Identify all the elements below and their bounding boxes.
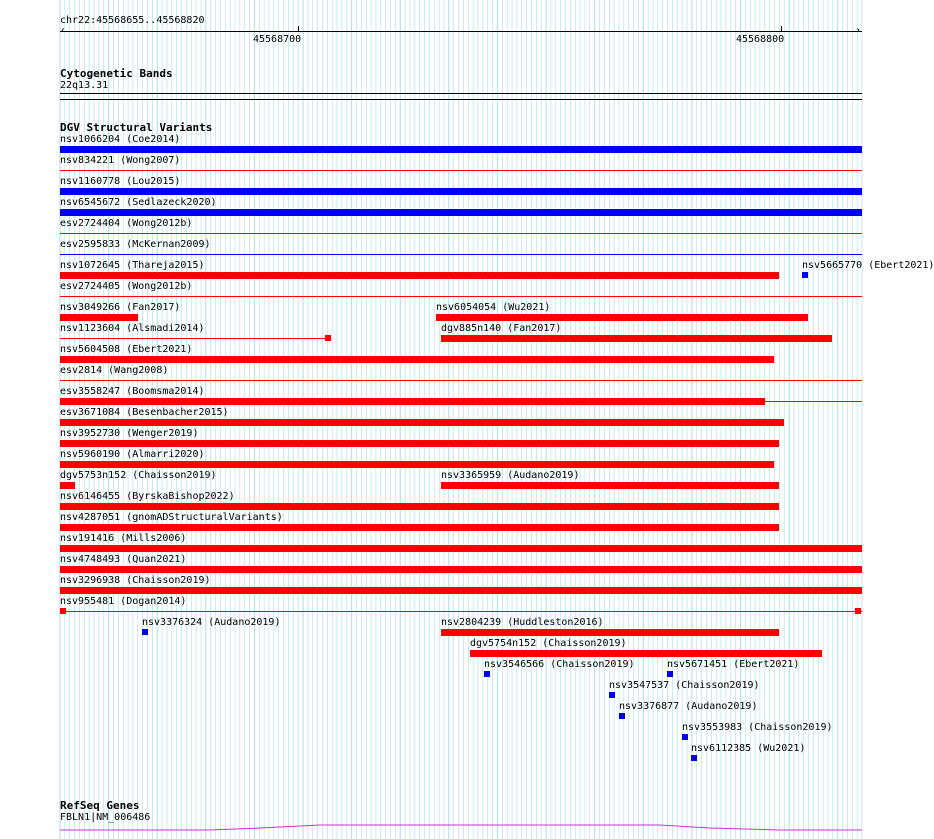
variant-bar-duplication[interactable]	[60, 188, 862, 195]
variant-label[interactable]: esv2595833 (McKernan2009)	[60, 239, 211, 250]
variant-marker-duplication[interactable]	[682, 734, 688, 740]
variant-line-deletion[interactable]	[60, 380, 862, 381]
variant-label[interactable]: dgv5754n152 (Chaisson2019)	[470, 638, 627, 649]
variant-bar-deletion[interactable]	[60, 314, 138, 321]
variant-marker-duplication[interactable]	[484, 671, 490, 677]
variant-label[interactable]: nsv6146455 (ByrskaBishop2022)	[60, 491, 235, 502]
variant-bar-deletion[interactable]	[60, 482, 75, 489]
variant-label[interactable]: nsv6054054 (Wu2021)	[436, 302, 551, 313]
refseq-track-title: RefSeq Genes	[60, 799, 140, 812]
variant-label[interactable]: nsv3376324 (Audano2019)	[142, 617, 281, 628]
variant-label[interactable]: nsv3365959 (Audano2019)	[441, 470, 580, 481]
variant-label[interactable]: nsv1066204 (Coe2014)	[60, 134, 181, 145]
variant-bar-duplication[interactable]	[60, 146, 862, 153]
variant-bar-deletion[interactable]	[60, 419, 784, 426]
variant-bar-deletion[interactable]	[60, 461, 774, 468]
ruler-tick	[298, 26, 299, 32]
variant-label[interactable]: nsv5665770 (Ebert2021)	[802, 260, 934, 271]
variant-label[interactable]: nsv4287051 (gnomADStructuralVariants)	[60, 512, 283, 523]
variant-bar-deletion[interactable]	[60, 272, 779, 279]
variant-label[interactable]: esv3558247 (Boomsma2014)	[60, 386, 205, 397]
variant-label[interactable]: nsv5671451 (Ebert2021)	[667, 659, 800, 670]
variant-line-deletion[interactable]	[765, 401, 862, 402]
variant-label[interactable]: nsv6545672 (Sedlazeck2020)	[60, 197, 217, 208]
gene-feature[interactable]	[60, 822, 862, 832]
variant-bar-deletion[interactable]	[441, 482, 779, 489]
ruler-right-arrow: ›	[855, 25, 862, 36]
variant-label[interactable]: esv2814 (Wang2008)	[60, 365, 169, 376]
gene-label[interactable]: FBLN1|NM_006486	[60, 812, 151, 823]
variant-line-deletion[interactable]	[60, 296, 862, 297]
variant-label[interactable]: nsv5604508 (Ebert2021)	[60, 344, 193, 355]
ruler-tick	[781, 26, 782, 32]
variant-label[interactable]: nsv3952730 (Wenger2019)	[60, 428, 199, 439]
variant-marker-duplication[interactable]	[142, 629, 148, 635]
variant-label[interactable]: nsv3376877 (Audano2019)	[619, 701, 758, 712]
variant-label[interactable]: nsv191416 (Mills2006)	[60, 533, 187, 544]
variant-label[interactable]: esv2724405 (Wong2012b)	[60, 281, 193, 292]
ruler-axis	[60, 31, 862, 32]
variant-label[interactable]: nsv3049266 (Fan2017)	[60, 302, 181, 313]
ruler-tick-label: 45568800	[736, 34, 785, 45]
variant-line-deletion[interactable]	[60, 338, 330, 339]
variant-marker-duplication[interactable]	[609, 692, 615, 698]
variant-label[interactable]: nsv1123604 (Alsmadi2014)	[60, 323, 205, 334]
variant-marker-duplication[interactable]	[691, 755, 697, 761]
variant-label[interactable]: nsv3553983 (Chaisson2019)	[682, 722, 833, 733]
variant-label[interactable]: nsv6112385 (Wu2021)	[691, 743, 806, 754]
variant-bar-deletion[interactable]	[436, 314, 808, 321]
variant-marker-deletion[interactable]	[325, 335, 331, 341]
variant-line-deletion[interactable]	[60, 611, 862, 612]
variant-bar-deletion[interactable]	[441, 335, 832, 342]
cytoband-band[interactable]	[60, 93, 862, 94]
cytoband-track-title: Cytogenetic Bands	[60, 67, 173, 80]
variant-label[interactable]: esv2724404 (Wong2012b)	[60, 218, 193, 229]
variant-bar-deletion[interactable]	[60, 587, 862, 594]
variant-marker-duplication[interactable]	[802, 272, 808, 278]
variant-label[interactable]: nsv2804239 (Huddleston2016)	[441, 617, 604, 628]
region-label: chr22:45568655..45568820	[60, 15, 205, 26]
variant-marker-deletion[interactable]	[855, 608, 861, 614]
variant-label[interactable]: nsv955481 (Dogan2014)	[60, 596, 187, 607]
variant-line-deletion[interactable]	[60, 233, 862, 234]
cytoband-label[interactable]: 22q13.31	[60, 80, 109, 91]
variant-label[interactable]: esv3671084 (Besenbacher2015)	[60, 407, 229, 418]
variant-bar-deletion[interactable]	[441, 629, 779, 636]
variant-line-deletion[interactable]	[60, 170, 862, 171]
variant-label[interactable]: nsv3547537 (Chaisson2019)	[609, 680, 760, 691]
variant-bar-duplication[interactable]	[60, 209, 862, 216]
variant-line-duplication[interactable]	[60, 254, 862, 255]
variant-label[interactable]: nsv4748493 (Quan2021)	[60, 554, 187, 565]
variant-label[interactable]: dgv5753n152 (Chaisson2019)	[60, 470, 217, 481]
track-divider	[60, 99, 862, 100]
variant-bar-deletion[interactable]	[60, 524, 779, 531]
variant-label[interactable]: nsv1160778 (Lou2015)	[60, 176, 181, 187]
variant-bar-deletion[interactable]	[60, 398, 765, 405]
variant-label[interactable]: nsv1072645 (Thareja2015)	[60, 260, 205, 271]
variant-marker-deletion[interactable]	[60, 608, 66, 614]
variant-label[interactable]: nsv834221 (Wong2007)	[60, 155, 181, 166]
variant-bar-deletion[interactable]	[470, 650, 822, 657]
variant-label[interactable]: nsv5960190 (Almarri2020)	[60, 449, 205, 460]
ruler-tick-label: 45568700	[253, 34, 302, 45]
variant-bar-deletion[interactable]	[60, 503, 779, 510]
variant-bar-deletion[interactable]	[60, 545, 862, 552]
variant-label[interactable]: nsv3546566 (Chaisson2019)	[484, 659, 635, 670]
ruler-left-arrow: ‹	[60, 25, 67, 36]
variant-marker-duplication[interactable]	[667, 671, 673, 677]
variant-bar-deletion[interactable]	[60, 440, 779, 447]
variant-label[interactable]: dgv885n140 (Fan2017)	[441, 323, 562, 334]
variant-marker-duplication[interactable]	[619, 713, 625, 719]
dgv-track-title: DGV Structural Variants	[60, 121, 213, 134]
variant-bar-deletion[interactable]	[60, 566, 862, 573]
variant-label[interactable]: nsv3296938 (Chaisson2019)	[60, 575, 211, 586]
variant-bar-deletion[interactable]	[60, 356, 774, 363]
